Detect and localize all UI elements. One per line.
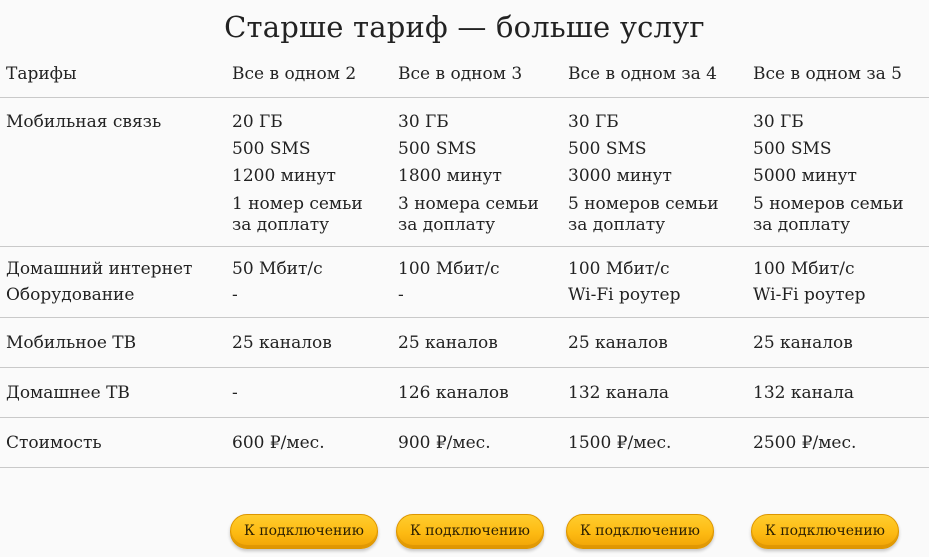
tariff-comparison-page xyxy=(0,8,929,557)
minutes-allowance: 3000 минут xyxy=(568,166,672,186)
table-header-row xyxy=(0,46,929,98)
family-numbers-line2: за доплату xyxy=(232,215,330,235)
mobile-plan-1 xyxy=(232,109,398,236)
equipment-value: Wi-Fi роутер xyxy=(568,285,681,305)
home-tv-plan-4: 132 канала xyxy=(753,383,855,403)
row-price xyxy=(0,418,929,468)
minutes-allowance: 1800 минут xyxy=(398,166,502,186)
price-plan-4: 2500 ₽/мес. xyxy=(753,433,857,453)
sms-allowance: 500 SMS xyxy=(398,139,477,159)
header-tariffs: Тарифы xyxy=(6,64,77,84)
internet-plan-2 xyxy=(398,256,568,308)
button-cell-plan-4 xyxy=(753,514,929,549)
internet-speed: 100 Мбит/с xyxy=(753,259,855,279)
home-tv-plan-2: 126 каналов xyxy=(398,383,509,403)
row-label-home-tv: Домашнее ТВ xyxy=(6,383,130,403)
home-tv-plan-1: - xyxy=(232,383,238,403)
sms-allowance: 500 SMS xyxy=(753,139,832,159)
mobile-plan-2 xyxy=(398,109,568,236)
price-plan-2: 900 ₽/мес. xyxy=(398,433,491,453)
connect-button-plan-1[interactable]: К подключению xyxy=(230,514,378,549)
family-numbers-note xyxy=(753,194,929,236)
internet-speed: 100 Мбит/с xyxy=(398,259,500,279)
data-allowance: 30 ГБ xyxy=(398,112,449,132)
row-label-mobile: Мобильная связь xyxy=(6,112,162,132)
data-allowance: 30 ГБ xyxy=(753,112,804,132)
internet-plan-3 xyxy=(568,256,753,308)
mobile-plan-3 xyxy=(568,109,753,236)
page-title: Старше тариф — больше услуг xyxy=(224,10,705,44)
header-plan-3: Все в одном за 4 xyxy=(568,64,717,84)
connect-button-plan-4[interactable]: К подключению xyxy=(751,514,899,549)
data-allowance: 20 ГБ xyxy=(232,112,283,132)
row-label-mobile-tv: Мобильное ТВ xyxy=(6,333,137,353)
mobile-plan-4 xyxy=(753,109,929,236)
row-mobile-service xyxy=(0,98,929,247)
minutes-allowance: 1200 минут xyxy=(232,166,336,186)
mobile-tv-plan-1: 25 каналов xyxy=(232,333,332,353)
family-numbers-line1: 5 номеров семьи xyxy=(568,194,719,214)
internet-plan-1 xyxy=(232,256,398,308)
row-label-price: Стоимость xyxy=(6,433,102,453)
button-cell-plan-3 xyxy=(568,514,753,549)
row-mobile-tv xyxy=(0,318,929,368)
row-home-internet xyxy=(0,247,929,318)
mobile-tv-plan-3: 25 каналов xyxy=(568,333,668,353)
family-numbers-line2: за доплату xyxy=(753,215,851,235)
row-label-internet xyxy=(6,256,232,308)
internet-plan-4 xyxy=(753,256,929,308)
internet-speed: 50 Мбит/с xyxy=(232,259,323,279)
mobile-tv-plan-4: 25 каналов xyxy=(753,333,853,353)
sms-allowance: 500 SMS xyxy=(232,139,311,159)
header-plan-1: Все в одном 2 xyxy=(232,64,357,84)
equipment-value: - xyxy=(232,285,238,305)
equipment-value: Wi-Fi роутер xyxy=(753,285,866,305)
family-numbers-line2: за доплату xyxy=(398,215,496,235)
home-tv-plan-3: 132 канала xyxy=(568,383,670,403)
button-cell-plan-2 xyxy=(398,514,568,549)
family-numbers-line1: 1 номер семьи xyxy=(232,194,363,214)
connect-button-plan-2[interactable]: К подключению xyxy=(396,514,544,549)
label-equipment: Оборудование xyxy=(6,285,135,305)
family-numbers-note xyxy=(232,194,398,236)
equipment-value: - xyxy=(398,285,404,305)
row-home-tv xyxy=(0,368,929,418)
internet-speed: 100 Мбит/с xyxy=(568,259,670,279)
header-plan-2: Все в одном 3 xyxy=(398,64,523,84)
family-numbers-line2: за доплату xyxy=(568,215,666,235)
family-numbers-line1: 5 номеров семьи xyxy=(753,194,904,214)
price-plan-3: 1500 ₽/мес. xyxy=(568,433,672,453)
header-plan-4: Все в одном за 5 xyxy=(753,64,902,84)
connect-buttons-row xyxy=(0,514,929,549)
minutes-allowance: 5000 минут xyxy=(753,166,857,186)
mobile-tv-plan-2: 25 каналов xyxy=(398,333,498,353)
connect-button-plan-3[interactable]: К подключению xyxy=(566,514,714,549)
price-plan-1: 600 ₽/мес. xyxy=(232,433,325,453)
sms-allowance: 500 SMS xyxy=(568,139,647,159)
label-home-internet: Домашний интернет xyxy=(6,259,193,279)
button-cell-plan-1 xyxy=(232,514,398,549)
family-numbers-note xyxy=(568,194,753,236)
data-allowance: 30 ГБ xyxy=(568,112,619,132)
family-numbers-note xyxy=(398,194,568,236)
family-numbers-line1: 3 номера семьи xyxy=(398,194,539,214)
